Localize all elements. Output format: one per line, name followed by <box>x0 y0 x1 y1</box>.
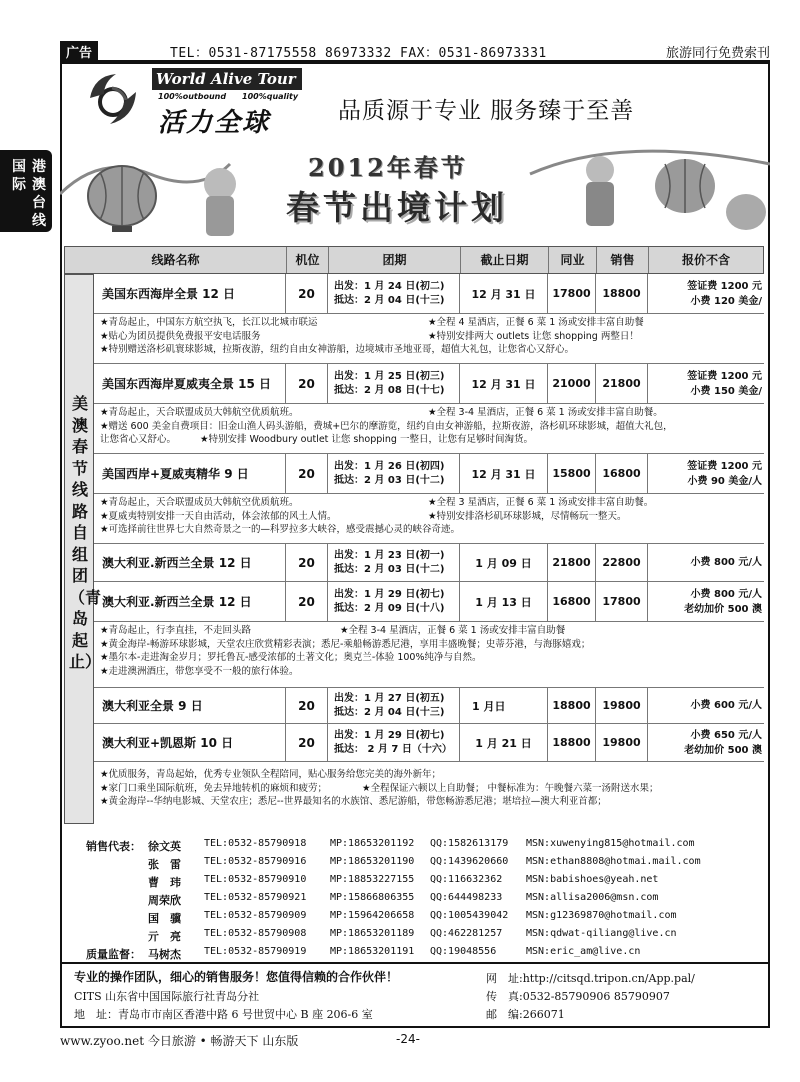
top-bar <box>60 40 770 62</box>
contact-msn: MSN:qdwat-qiliang@live.cn <box>526 928 677 939</box>
tour-dates <box>328 582 460 621</box>
deadline: 1 月日 <box>460 688 548 723</box>
contact-role: 销售代表： <box>86 840 141 853</box>
excluded-line-1: 小费 600 元/人 <box>690 700 762 711</box>
excluded-fees <box>648 582 764 621</box>
section-side-tab <box>0 150 52 232</box>
top-contact: TEL：0531-87175558 86973332 FAX：0531-86973331 <box>170 46 547 61</box>
note-text: ★全程 3-4 星酒店，正餐 6 菜 1 汤或安排丰富自助餐。 <box>428 407 663 418</box>
note-line <box>100 420 760 434</box>
peer-price: 18800 <box>548 688 596 723</box>
vertical-label <box>64 274 102 824</box>
note-text: ★全程 3 星酒店，正餐 6 菜 1 汤或安排丰富自助餐。 <box>428 497 654 508</box>
note-line <box>100 433 760 447</box>
deadline: 12 月 31 日 <box>460 364 548 403</box>
excluded-line-1: 签证费 1200 元 <box>687 460 762 472</box>
note-line <box>100 523 760 537</box>
contact-tel: TEL:0532-85790910 <box>204 874 307 885</box>
note-text: ★特别赠送洛杉矶寰球影城，拉斯夜游，纽约自由女神游船，边境城市圣地亚哥，超值大礼包，让您省心又舒心。 <box>100 344 575 355</box>
tour-dates <box>328 724 460 761</box>
seat-count: 20 <box>286 544 328 581</box>
page-bottom <box>60 1030 770 1052</box>
contact-mobile: MP:18653201189 <box>330 928 415 939</box>
note-line <box>100 651 760 665</box>
deadline: 12 月 31 日 <box>460 274 548 313</box>
table-row <box>94 544 764 582</box>
contact-row <box>86 874 726 892</box>
peer-price: 16800 <box>548 582 596 621</box>
table-row <box>94 688 764 724</box>
note-text: ★优质服务，青岛起始，优秀专业领队全程陪同，贴心服务给您完美的海外新年； <box>100 769 442 780</box>
departure-date: 出发：1 月 27 日(初五) <box>334 692 445 704</box>
seat-count: 20 <box>286 688 328 723</box>
th-dates: 团期 <box>329 247 461 273</box>
contact-msn: MSN:allisa2006@msn.com <box>526 892 659 903</box>
note-text: ★可选择前往世界七大自然奇景之一的—科罗拉多大峡谷，感受震撼心灵的峡谷奇迹。 <box>100 524 461 535</box>
footer-postcode: 邮 编:266071 <box>486 1008 565 1021</box>
contact-row <box>86 928 726 946</box>
contact-name: 周荣欣 <box>148 894 181 907</box>
contact-msn: MSN:ethan8808@hotmai.mail.com <box>526 856 701 867</box>
excluded-line-1: 签证费 1200 元 <box>687 280 762 292</box>
note-text: ★特别安排 Woodbury outlet 让您 shopping 一整日，让您有足够时间淘货。 <box>200 434 533 445</box>
table-row <box>94 582 764 622</box>
contact-name: 张 雷 <box>148 858 181 871</box>
contact-tel: TEL:0532-85790918 <box>204 838 307 849</box>
note-line <box>100 624 760 638</box>
departure-date: 出发：1 月 24 日(初二) <box>334 280 445 292</box>
contact-mobile: MP:15964206658 <box>330 910 415 921</box>
note-text: ★青岛起止，行李直挂，不走回头路 <box>100 625 252 636</box>
sale-price: 16800 <box>596 454 648 493</box>
top-right-text: 旅游同行免费索刊 <box>665 46 770 61</box>
contact-qq: QQ:1582613179 <box>430 838 509 849</box>
note-text: ★赠送 600 美金自费项目：旧金山渔人码头游船，费城+巴尔的摩游览，纽约自由女神游船，拉斯夜游，洛杉矶环球影城，超值大礼包， <box>100 420 673 432</box>
contact-row <box>86 910 726 928</box>
excluded-fees <box>648 544 764 581</box>
excluded-line-1: 小费 650 元/人 <box>690 729 762 741</box>
sale-price: 22800 <box>596 544 648 581</box>
departure-date: 出发：1 月 29 日(初七) <box>334 729 445 741</box>
contact-name: 徐文英 <box>148 840 181 853</box>
logo-swirl-icon <box>82 68 144 130</box>
sale-price: 19800 <box>596 688 648 723</box>
title-year: 2012年春节 <box>308 153 468 182</box>
contact-mobile: MP:18653201191 <box>330 946 415 957</box>
contact-msn: MSN:babishoes@yeah.net <box>526 874 659 885</box>
note-text: ★贴心为团员提供免费报平安电话服务 <box>100 330 261 342</box>
sales-contacts <box>86 838 726 964</box>
contact-qq: QQ:1005439042 <box>430 910 509 921</box>
table-row <box>94 274 764 314</box>
contact-qq: QQ:644498233 <box>430 892 503 903</box>
note-line <box>100 406 760 420</box>
arrival-date: 抵达：2 月 04 日(十三) <box>334 294 445 306</box>
peer-price: 15800 <box>548 454 596 493</box>
arrival-date: 抵达：2 月 03 日(十二) <box>334 563 445 575</box>
note-text: ★全程 3-4 星酒店，正餐 6 菜 1 汤或安排丰富自助餐 <box>340 625 566 636</box>
side-tab-col-2: 国际 <box>12 159 26 193</box>
contact-mobile: MP:18653201192 <box>330 838 415 849</box>
logo-sub-quality: 100%quality <box>242 92 299 101</box>
arrival-date: 抵达：2 月 03 日(十二) <box>334 474 445 486</box>
note-text: ★墨尔本-走进淘金岁月；罗托鲁瓦-感受浓郁的土著文化；奥克兰-体验 100%纯净与自然。 <box>100 652 482 663</box>
footer-address: 地 址：青岛市市南区香港中路 6 号世贸中心 B 座 206-6 室 <box>74 1008 373 1021</box>
contact-tel: TEL:0532-85790916 <box>204 856 307 867</box>
sale-price: 17800 <box>596 582 648 621</box>
arrival-date: 抵达：2 月 08 日(十七) <box>334 384 445 396</box>
deadline: 12 月 31 日 <box>460 454 548 493</box>
note-text: ★特别安排洛杉矶环球影城，尽情畅玩一整天。 <box>428 510 627 522</box>
excluded-line-2: 老幼加价 500 澳 <box>684 744 762 756</box>
contact-msn: MSN:g12369870@hotmail.com <box>526 910 677 921</box>
arrival-date: 抵达：2 月 04 日(十三) <box>334 706 445 718</box>
note-text: ★夏威夷特别安排一天自由活动，体会浓郁的风土人情。 <box>100 510 337 522</box>
sale-price: 19800 <box>596 724 648 761</box>
excluded-line-1: 小费 800 元/人 <box>690 557 762 568</box>
note-text: ★特别安排两大 outlets 让您 shopping 两整日！ <box>428 330 639 342</box>
deadline: 1 月 09 日 <box>460 544 548 581</box>
header-slogan: 品质源于专业 服务臻于至善 <box>338 98 635 124</box>
table-body <box>94 274 764 824</box>
excluded-line-2: 小费 150 美金/ <box>690 385 762 397</box>
note-line <box>100 768 760 782</box>
contact-qq: QQ:116632362 <box>430 874 503 885</box>
th-deadline: 截止日期 <box>461 247 549 273</box>
table-row <box>94 364 764 404</box>
notes-block <box>94 404 764 454</box>
note-text: ★全程 4 星酒店，正餐 6 菜 1 汤或安排丰富自助餐 <box>428 317 644 328</box>
contact-mobile: MP:15866806355 <box>330 892 415 903</box>
excluded-fees <box>648 724 764 761</box>
route-name: 美国西岸+夏威夷精华 9 日 <box>94 454 286 493</box>
excluded-fees <box>648 688 764 723</box>
route-name: 澳大利亚.新西兰全景 12 日 <box>94 544 286 581</box>
contact-mobile: MP:18853227155 <box>330 874 415 885</box>
note-text: ★青岛起止，中国东方航空执飞，长江以北城市联运 <box>100 317 318 328</box>
table-row <box>94 454 764 494</box>
peer-price: 21800 <box>548 544 596 581</box>
contact-qq: QQ:19048556 <box>430 946 497 957</box>
notes-block <box>94 622 764 688</box>
peer-price: 18800 <box>548 724 596 761</box>
note-line <box>100 316 760 330</box>
magazine-credit: www.zyoo.net 今日旅游 • 畅游天下 山东版 <box>60 1034 299 1048</box>
contact-qq: QQ:1439620660 <box>430 856 509 867</box>
note-text: ★青岛起止，天合联盟成员大韩航空优质航班。 <box>100 407 299 418</box>
excluded-fees <box>648 454 764 493</box>
contact-row <box>86 892 726 910</box>
table-header <box>64 246 764 274</box>
contact-name: 国 骥 <box>148 912 181 925</box>
note-line <box>100 496 760 510</box>
contact-msn: MSN:xuwenying815@hotmail.com <box>526 838 695 849</box>
route-name: 美国东西海岸全景 12 日 <box>94 274 286 313</box>
excluded-line-2: 小费 120 美金/ <box>690 295 762 307</box>
vertical-label-text: 美澳春节线路自组团（青岛起止） <box>69 394 102 671</box>
title-main: 春节出境计划 <box>286 188 508 227</box>
contact-tel: TEL:0532-85790909 <box>204 910 307 921</box>
peer-price: 21000 <box>548 364 596 403</box>
note-text: ★全程保证六顿以上自助餐； 中餐标准为：午晚餐六菜一汤附送水果； <box>362 782 659 794</box>
footer-company: CITS 山东省中国国际旅行社青岛分社 <box>74 990 260 1003</box>
route-name: 澳大利亚+凯恩斯 10 日 <box>94 724 286 761</box>
note-line <box>100 665 760 679</box>
contact-msn: MSN:eric_am@live.cn <box>526 946 641 957</box>
deadline: 1 月 21 日 <box>460 724 548 761</box>
sale-price: 21800 <box>596 364 648 403</box>
footer-website: 网 址:http://citsqd.tripon.cn/App.pal/ <box>486 972 695 985</box>
peer-price: 17800 <box>548 274 596 313</box>
note-line <box>100 343 760 357</box>
departure-date: 出发：1 月 23 日(初一) <box>334 549 445 561</box>
note-text: ★家门口乘坐国际航班，免去异地转机的麻烦和疲劳； <box>100 782 328 794</box>
route-name: 澳大利亚.新西兰全景 12 日 <box>94 582 286 621</box>
contact-tel: TEL:0532-85790908 <box>204 928 307 939</box>
deadline: 1 月 13 日 <box>460 582 548 621</box>
th-name: 线路名称 <box>65 247 287 273</box>
note-line <box>100 795 760 809</box>
tour-dates <box>328 688 460 723</box>
th-seats: 机位 <box>287 247 329 273</box>
contact-role: 质量监督： <box>86 948 141 961</box>
logo-sub-outbound: 100%outbound <box>158 92 227 101</box>
excluded-fees <box>648 274 764 313</box>
note-text: ★黄金海岸--华纳电影城、天堂农庄；悉尼--世界最知名的水族馆、悉尼游船，带您畅游悉尼港；堪培拉—澳大利亚首都； <box>100 796 607 807</box>
note-line <box>100 510 760 524</box>
contact-name: 马树杰 <box>148 948 181 961</box>
excluded-line-1: 小费 800 元/人 <box>690 588 762 600</box>
note-text: ★黄金海岸-畅游环球影城，天堂农庄欣赏精彩表演；悉尼-乘船畅游悉尼港，享用丰盛晚餐；史蒂芬港，与海豚嬉戏； <box>100 638 591 650</box>
tour-dates <box>328 544 460 581</box>
tour-dates <box>328 454 460 493</box>
excluded-line-1: 签证费 1200 元 <box>687 370 762 382</box>
contact-name: 曹 玮 <box>148 876 181 889</box>
tour-dates <box>328 274 460 313</box>
notes-block <box>94 762 764 824</box>
note-line <box>100 330 760 344</box>
table-row <box>94 724 764 762</box>
ad-tag: 广告 <box>60 41 98 62</box>
route-name: 美国东西海岸夏威夷全景 15 日 <box>94 364 286 403</box>
route-name: 澳大利亚全景 9 日 <box>94 688 286 723</box>
notes-block <box>94 314 764 364</box>
note-text: 让您省心又舒心。 <box>100 434 177 445</box>
contact-qq: QQ:462281257 <box>430 928 503 939</box>
departure-date: 出发：1 月 29 日(初七) <box>334 588 445 600</box>
departure-date: 出发：1 月 26 日(初四) <box>334 460 445 472</box>
notes-block <box>94 494 764 544</box>
page-number: -24- <box>396 1032 420 1046</box>
seat-count: 20 <box>286 454 328 493</box>
excluded-fees <box>648 364 764 403</box>
sale-price: 18800 <box>596 274 648 313</box>
footer-slogan: 专业的操作团队，细心的销售服务！您值得信赖的合作伙伴！ <box>74 970 399 984</box>
departure-date: 出发：1 月 25 日(初三) <box>334 370 445 382</box>
seat-count: 20 <box>286 364 328 403</box>
contact-tel: TEL:0532-85790921 <box>204 892 307 903</box>
note-line <box>100 782 760 796</box>
seat-count: 20 <box>286 724 328 761</box>
seat-count: 20 <box>286 582 328 621</box>
excluded-line-2: 小费 90 美金/人 <box>687 475 762 487</box>
seat-count: 20 <box>286 274 328 313</box>
contact-name: 亓 亮 <box>148 930 181 943</box>
arrival-date: 抵达： 2 月 7 日（十六） <box>334 743 452 755</box>
arrival-date: 抵达：2 月 09 日(十八) <box>334 602 445 614</box>
contact-mobile: MP:18653201190 <box>330 856 415 867</box>
ad-footer <box>62 962 768 1026</box>
tour-dates <box>328 364 460 403</box>
note-text: ★青岛起止，天合联盟成员大韩航空优质航班。 <box>100 497 299 508</box>
note-text: ★走进澳洲酒庄，带您享受不一般的旅行体验。 <box>100 665 299 677</box>
th-peer: 同业 <box>549 247 597 273</box>
th-sale: 销售 <box>597 247 649 273</box>
contact-row <box>86 838 726 856</box>
note-line <box>100 638 760 652</box>
ad-header <box>60 64 770 244</box>
th-excluded: 报价不含 <box>681 253 730 267</box>
contact-row <box>86 856 726 874</box>
side-tab-col-1: 港澳台线 <box>32 159 46 229</box>
excluded-line-2: 老幼加价 500 澳 <box>684 603 762 615</box>
contact-tel: TEL:0532-85790919 <box>204 946 307 957</box>
footer-fax: 传 真:0532-85790906 85790907 <box>486 990 670 1003</box>
logo-english: World Alive Tour <box>152 68 302 90</box>
logo-chinese: 活力全球 <box>158 108 271 138</box>
